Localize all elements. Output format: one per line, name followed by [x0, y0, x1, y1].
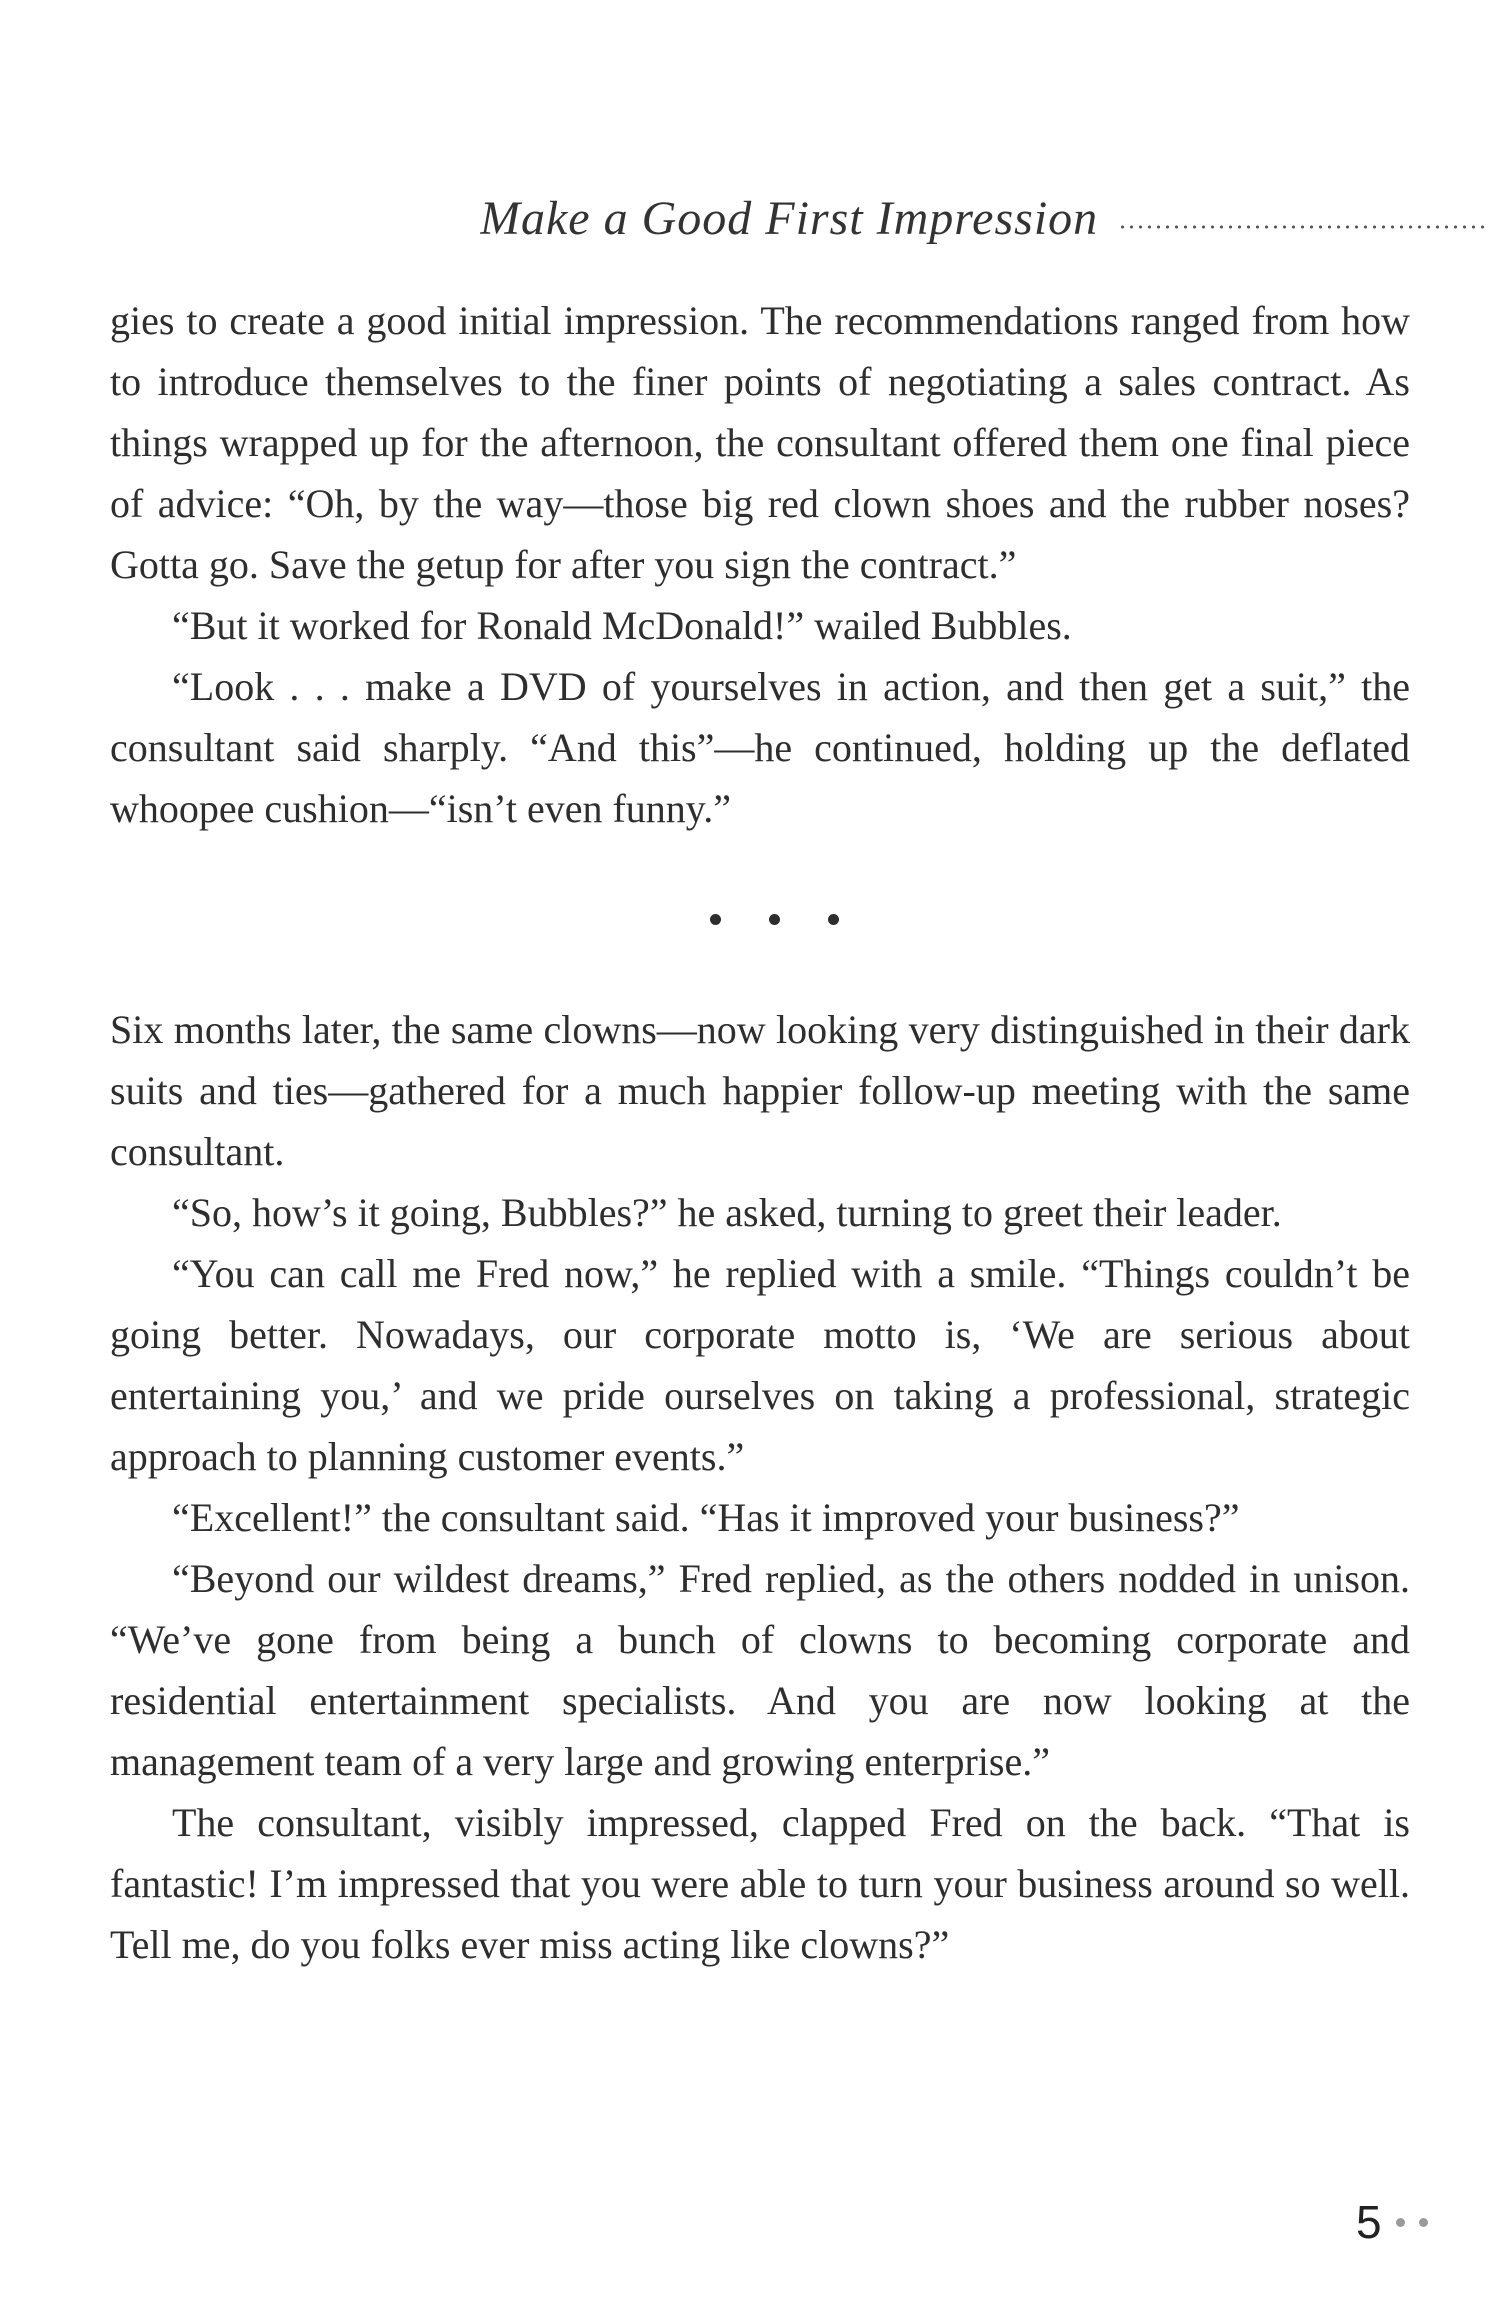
chapter-title: Make a Good First Impression — [480, 191, 1099, 245]
ornament-dot — [769, 914, 780, 925]
body-text — [110, 290, 1410, 1975]
paragraph-9: The consultant, visibly impressed, clapped Fred on the back. “That is fantastic! I’m impressed that you were able to turn your business around so well. Tell me, do you folks ever miss acting like clowns?” — [110, 1800, 1410, 1967]
paragraph-1: gies to create a good initial impression. The recommendations ranged from how to introduce themselves to the finer points of negotiating a sales contract. As things wrapped up for the afternoon, the consultant offered them one final piece of advice: “Oh, by the way—those big red clown shoes and the rubber noses? Gotta go. Save the getup for after you sign the contract.” — [110, 298, 1410, 587]
paragraph-8: “Beyond our wildest dreams,” Fred replied, as the others nodded in unison. “We’ve gone from being a bunch of clowns to becoming corporate and residential entertainment specialists. And you are now looking at the management team of a very large and growing enterprise.” — [110, 1556, 1410, 1784]
folio-dot — [1396, 2218, 1405, 2227]
dotted-leader — [1118, 225, 1490, 229]
running-header — [480, 188, 1490, 248]
paragraph-6: “You can call me Fred now,” he replied with a smile. “Things couldn’t be going better. Nowadays, our corporate motto is, ‘We are serious about entertaining you,’ and we pride ourselves on taking a professional, strategic approach to planning customer events.” — [110, 1251, 1410, 1479]
paragraph-5: “So, how’s it going, Bubbles?” he asked, turning to greet their leader. — [172, 1190, 1282, 1235]
page-number: 5 — [1356, 2196, 1382, 2248]
ornament-dot — [828, 914, 839, 925]
ornament-dot — [710, 914, 721, 925]
section-break-ornament — [110, 839, 1410, 999]
page-folio — [1356, 2190, 1428, 2254]
paragraph-3: “Look . . . make a DVD of yourselves in action, and then get a suit,” the consultant said sharply. “And this”—he continued, holding up the deflated whoopee cushion—“isn’t even funny.” — [110, 664, 1410, 831]
folio-dot — [1419, 2218, 1428, 2227]
paragraph-2: “But it worked for Ronald McDonald!” wailed Bubbles. — [172, 603, 1072, 648]
paragraph-7: “Excellent!” the consultant said. “Has it improved your business?” — [172, 1495, 1240, 1540]
paragraph-4: Six months later, the same clowns—now looking very distinguished in their dark suits and ties—gathered for a much happier follow-up meeting with the same consultant. — [110, 1007, 1410, 1174]
